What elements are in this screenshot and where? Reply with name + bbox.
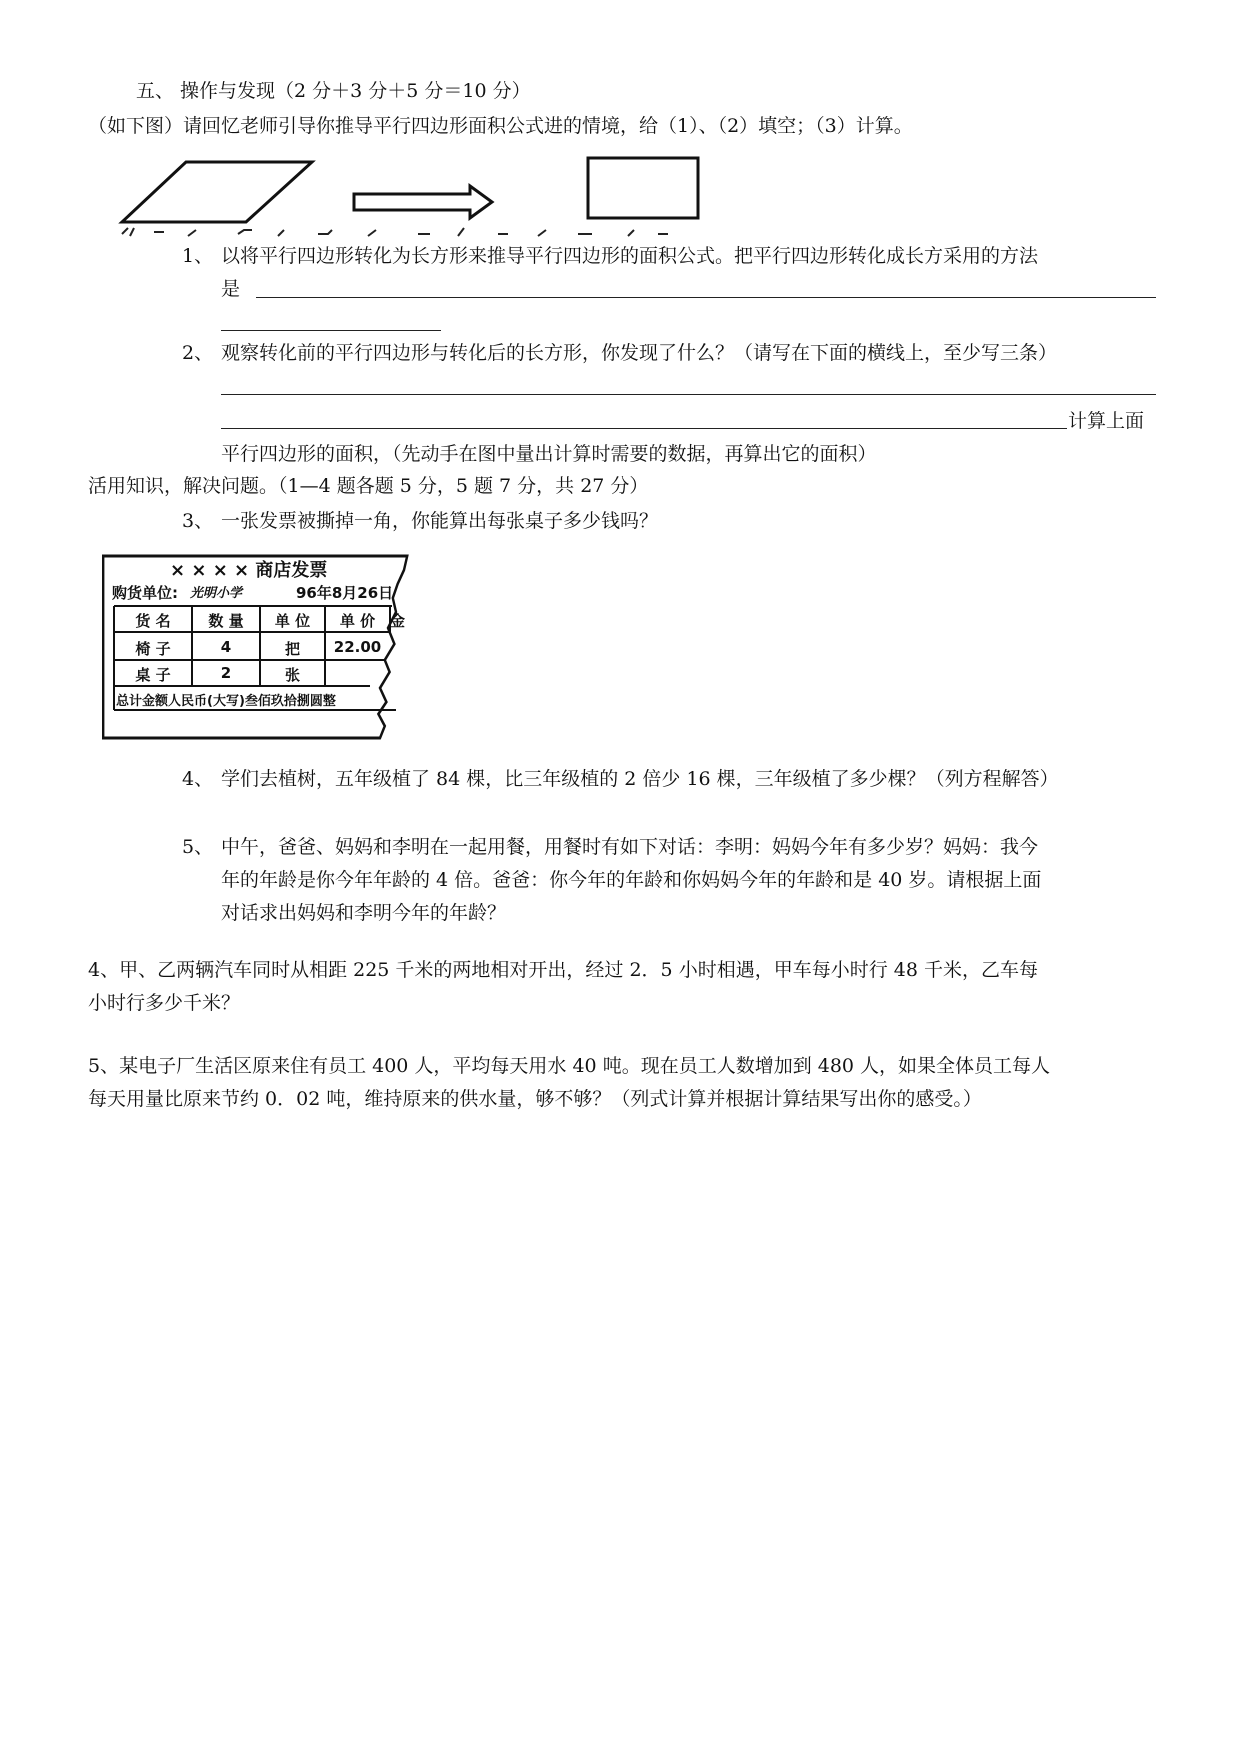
rectangle-shape	[588, 158, 698, 218]
invoice-title: × × × × 商店发票	[170, 560, 328, 581]
invoice-header-name: 货 名	[135, 612, 171, 630]
q3-text: 一张发票被撕掉一角，你能算出每张桌子多少钱吗？	[221, 510, 659, 532]
section6-heading: 活用知识，解决问题。（1—4 题各题 5 分，5 题 7 分，共 27 分）	[88, 475, 649, 497]
q1-line1: 以将平行四边形转化为长方形来推导平行四边形的面积公式。把平行四边形转化成长方采用的方法	[221, 245, 1039, 267]
invoice-row2-qty: 2	[220, 664, 232, 682]
q1-number: 1、	[182, 245, 214, 267]
invoice-buyer-value: 光明小学	[190, 586, 243, 601]
section5-intro: （如下图）请回忆老师引导你推导平行四边形面积公式进的情境，给（1）、（2）填空；（3）计算。	[88, 115, 913, 137]
invoice-row2-unit: 张	[284, 666, 300, 684]
problem4-line1: 4、甲、乙两辆汽车同时从相距 225 千米的两地相对开出，经过 2．5 小时相遇，甲车每小时行 48 千米，乙车每	[88, 959, 1038, 981]
parallelogram-shape	[122, 162, 312, 222]
q5-line2: 年的年龄是你今年年龄的 4 倍。爸爸：你今年的年龄和你妈妈今年的年龄和是 40 岁。请根据上面	[221, 869, 1042, 891]
invoice-date: 96年8月26日	[296, 584, 394, 602]
q2-line4: 平行四边形的面积，（先动手在图中量出计算时需要的数据，再算出它的面积）	[221, 443, 877, 465]
arrow-shape	[354, 186, 492, 218]
invoice-total: 总计金额人民币(大写)叁佰玖拾捌圆整	[116, 694, 336, 709]
q2-line3-suffix: 计算上面	[1068, 410, 1145, 432]
q1-answer-blank-1[interactable]	[256, 297, 1156, 298]
q4-number: 4、	[182, 768, 214, 790]
q4-text: 学们去植树，五年级植了 84 棵，比三年级植的 2 倍少 16 棵，三年级植了多少棵？（列方程解答）	[221, 768, 1059, 790]
q1-line2-prefix: 是	[221, 278, 241, 300]
section5-heading: 五、 操作与发现（2 分＋3 分＋5 分＝10 分）	[136, 80, 531, 102]
torn-invoice	[100, 552, 410, 742]
invoice-header-unit: 单 位	[274, 612, 311, 630]
invoice-header-price: 单 价	[339, 612, 376, 630]
q2-line1: 观察转化前的平行四边形与转化后的长方形，你发现了什么？（请写在下面的横线上，至少写三条）	[221, 342, 1058, 364]
problem5-line1: 5、某电子厂生活区原来住有员工 400 人，平均每天用水 40 吨。现在员工人数增加到 480 人，如果全体员工每人	[88, 1055, 1051, 1077]
invoice-row1-unit: 把	[284, 640, 300, 658]
invoice-row1-qty: 4	[220, 638, 232, 656]
invoice-header-amount: 金	[390, 612, 406, 630]
cropped-text-remnant	[122, 228, 668, 236]
q5-line3: 对话求出妈妈和李明今年的年龄？	[221, 902, 507, 924]
q1-answer-blank-2[interactable]	[221, 330, 441, 331]
problem4-line2: 小时行多少千米？	[88, 992, 241, 1014]
invoice-row2-name: 桌 子	[135, 666, 171, 684]
q2-answer-blank-2[interactable]	[221, 428, 1067, 429]
problem5-line2: 每天用量比原来节约 0．02 吨，维持原来的供水量，够不够？（列式计算并根据计算结果写出你的感受。）	[88, 1088, 982, 1110]
q3-number: 3、	[182, 510, 214, 532]
q5-line1: 中午，爸爸、妈妈和李明在一起用餐，用餐时有如下对话：李明：妈妈今年有多少岁？妈妈：我今	[221, 836, 1039, 858]
parallelogram-to-rectangle-diagram	[118, 150, 758, 240]
invoice-buyer-label: 购货单位:	[112, 584, 178, 602]
invoice-row1-price: 22.00	[333, 638, 382, 656]
invoice-row1-name: 椅 子	[135, 640, 171, 658]
invoice-header-qty: 数 量	[208, 612, 244, 630]
q2-number: 2、	[182, 342, 214, 364]
q5-number: 5、	[182, 836, 214, 858]
q2-answer-blank-1[interactable]	[221, 394, 1156, 395]
